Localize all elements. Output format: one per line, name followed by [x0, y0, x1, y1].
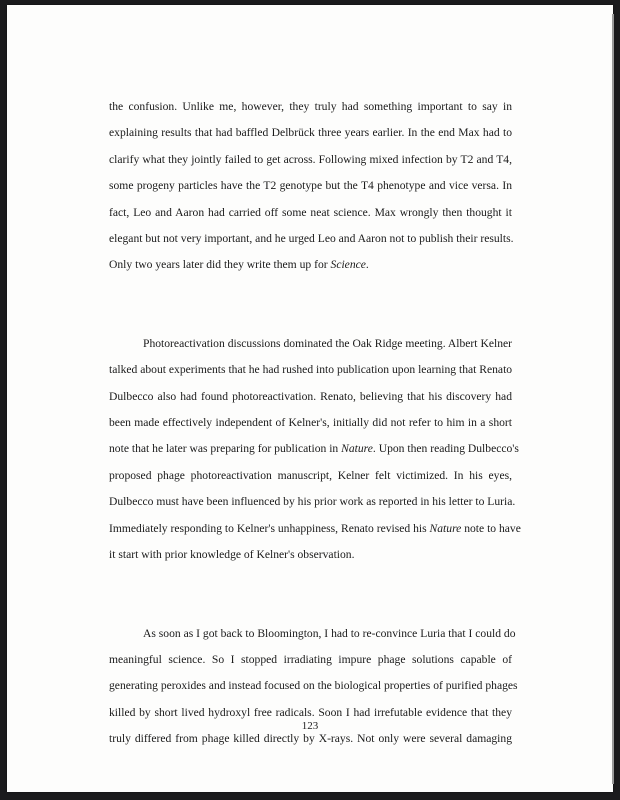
text-run: .	[365, 258, 369, 272]
text-line: explaining results that had baffled Delbrück three years earlier. In the end Max had to	[109, 126, 512, 140]
text-line: it start with prior knowledge of Kelner's observation.	[109, 548, 355, 562]
text-run: . Upon then reading Dulbecco's	[372, 442, 519, 456]
text-line	[109, 252, 512, 278]
text-run: note that he later was preparing for publication in	[109, 442, 342, 456]
text-line: Photoreactivation discussions dominated the Oak Ridge meeting. Albert Kelner	[143, 336, 512, 350]
text-line: fact, Leo and Aaron had carried off some neat science. Max wrongly then thought it	[109, 205, 512, 219]
text-line: Dulbecco must have been influenced by his prior work as reported in his letter to Luria.	[109, 495, 516, 509]
text-line: elegant but not very important, and he urged Leo and Aaron not to publish their results.	[109, 232, 514, 246]
text-line	[109, 516, 521, 542]
text-line: truly differed from phage killed directly by X-rays. Not only were several damaging	[109, 732, 512, 746]
text-line: clarify what they jointly failed to get across. Following mixed infection by T2 and T4,	[109, 152, 512, 166]
paragraph-2	[109, 331, 521, 569]
text-run: Immediately responding to Kelner's unhappiness, Renato revised his	[109, 521, 430, 535]
text-run: note to have	[461, 521, 521, 535]
journal-title: Science	[330, 258, 366, 272]
journal-title: Nature	[429, 521, 462, 535]
text-line: the confusion. Unlike me, however, they truly had something important to say in	[109, 100, 512, 113]
text-line: Dulbecco also had found photoreactivation. Renato, believing that his discovery had	[109, 389, 512, 403]
text-line: As soon as I got back to Bloomington, I had to re-convince Luria that I could do	[143, 626, 516, 640]
text-line: been made effectively independent of Kelner's, initially did not refer to him in a short	[109, 416, 512, 430]
text-line	[109, 436, 519, 462]
paragraph-1	[109, 94, 512, 279]
page-edge	[612, 14, 614, 784]
text-run: Only two years later did they write them up for	[109, 258, 331, 272]
text-line: meaningful science. So I stopped irradiating impure phage solutions capable of	[109, 652, 512, 666]
text-line: some progeny particles have the T2 genotype but the T4 phenotype and vice versa. In	[109, 179, 512, 193]
page-number: 123	[301, 720, 319, 732]
journal-title: Nature	[341, 442, 373, 456]
text-line: generating peroxides and instead focused on the biological properties of purified phages	[109, 679, 518, 693]
text-line: killed by short lived hydroxyl free radicals. Soon I had irrefutable evidence that they	[109, 705, 512, 719]
text-line: proposed phage photoreactivation manuscript, Kelner felt victimized. In his eyes,	[109, 468, 512, 482]
text-line: talked about experiments that he had rushed into publication upon learning that Renato	[109, 363, 513, 377]
paragraph-3	[109, 621, 518, 753]
body-text	[109, 94, 521, 753]
